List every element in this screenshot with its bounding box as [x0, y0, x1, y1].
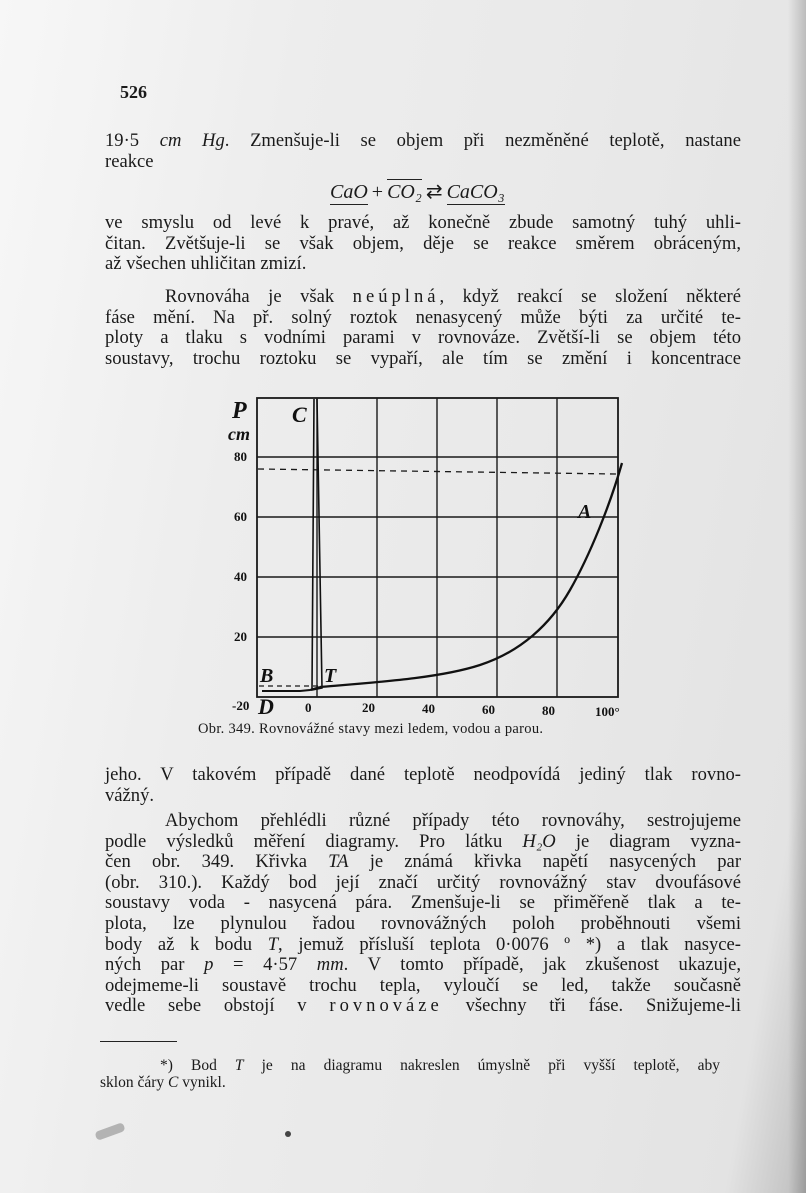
label-a: A — [578, 501, 592, 523]
footnote-text: je na diagramu nakreslen úmyslně při vyšší teplotě, aby — [243, 1057, 720, 1074]
paragraph-line: soustavy voda - nasycená pára. Zmenšuje-li se přiměřeně tlak a te- — [105, 892, 741, 914]
axis-label-p: P — [232, 398, 247, 424]
curve-ref-ta: TA — [328, 851, 349, 873]
x-tick: 100° — [595, 704, 620, 719]
pressure-value: 19·5 — [105, 130, 140, 151]
footnote-line — [100, 1075, 720, 1092]
paragraph-line — [105, 832, 741, 853]
paragraph-line: jeho. V takovém případě dané teplotě neodpovídá jediný tlak rovno- — [105, 764, 741, 785]
paragraph-text: . V tomto případě, jak zkušenost ukazuje, — [343, 954, 741, 976]
label-b: B — [260, 665, 274, 687]
x-tick: -20 — [232, 698, 250, 713]
scan-speck — [285, 1131, 291, 1137]
equation-reactant-co2: CO₂ — [387, 181, 422, 203]
paragraph-4 — [105, 765, 741, 806]
paragraph-line — [105, 955, 741, 976]
emphasis-text: rovnováze — [329, 995, 443, 1017]
paragraph-line — [105, 935, 741, 956]
paragraph-line: Abychom přehlédli různé případy této rovnováhy, sestrojujeme — [165, 810, 741, 831]
paragraph-line — [105, 287, 741, 308]
paragraph-text: , když reakcí se složení některé — [439, 286, 741, 307]
equation-reactant-cao: CaO — [330, 181, 368, 203]
y-tick: 40 — [234, 569, 247, 584]
paragraph-line: ve smyslu od levé k pravé, až konečně zbude samotný tuhý uhli- — [105, 212, 741, 233]
paragraph-3 — [105, 287, 741, 369]
emphasis-text: neúplná — [352, 286, 440, 307]
equilibrium-arrow-icon: ⇄ — [425, 181, 443, 203]
formula-h2o: H₂O — [522, 830, 556, 852]
label-d: D — [258, 694, 274, 719]
paragraph-text: ných par — [105, 954, 205, 976]
x-tick: 40 — [422, 701, 435, 716]
paragraph-2 — [105, 213, 741, 275]
paragraph-line: čitan. Zvětšuje-li se však objem, děje se reakce směrem obráceným, — [105, 232, 741, 254]
x-tick: 20 — [362, 700, 375, 715]
unit-mm: mm — [316, 954, 344, 976]
figure-caption: Obr. 349. Rovnovážné stavy mezi ledem, vodou a parou. — [198, 721, 544, 737]
line-ref-c: C — [168, 1073, 179, 1091]
paragraph-line — [105, 996, 741, 1017]
paragraph-line: soustavy, trochu roztoku se vypaří, ale tím se změní i koncentrace — [105, 347, 741, 369]
paragraph-line: reakce — [105, 150, 154, 172]
y-tick: 60 — [234, 509, 247, 524]
paragraph-line: fáse mění. Na př. solný roztok nenasycený může býti za určité te- — [105, 306, 741, 328]
x-tick: 0 — [305, 700, 312, 715]
paragraph-text: . Zmenšuje-li se objem při nezměněné teplotě, nastane — [224, 130, 741, 151]
label-c: C — [292, 402, 307, 427]
paragraph-text: = 4·57 — [213, 954, 317, 976]
paragraph-text: je diagram vyzna- — [555, 830, 741, 852]
paragraph-line: odejmeme-li soustavě trochu tepla, vyloučí se led, takže současně — [105, 974, 741, 996]
x-tick: 80 — [542, 703, 555, 718]
paragraph-text: podle výsledků měření diagramy. Pro látku — [105, 830, 523, 852]
x-tick: 60 — [482, 702, 495, 717]
paragraph-text: je známá křivka napětí nasycených par — [348, 851, 742, 873]
footnote-text: vynikl. — [178, 1073, 226, 1091]
footnote-line — [100, 1058, 720, 1075]
point-ref-t: T — [267, 933, 279, 955]
paragraph-line: až všechen uhličitan zmizí. — [105, 253, 307, 275]
paragraph-line — [105, 131, 741, 152]
paragraph-line — [105, 852, 741, 873]
pressure-symbol: p — [204, 954, 214, 976]
equation-plus: + — [371, 181, 384, 203]
footnote-text: *) Bod — [160, 1057, 235, 1074]
equation-product-caco3: CaCO₃ — [446, 181, 505, 203]
paragraph-text: čen obr. 349. Křivka — [105, 851, 329, 873]
paragraph-text: Rovnováha je však — [165, 286, 335, 307]
chemical-equation — [330, 179, 505, 204]
y-tick: 80 — [234, 449, 247, 464]
footnote — [100, 1058, 720, 1091]
paragraph-text: všechny tři fáse. Snižujeme-li — [442, 995, 741, 1017]
paragraph-5 — [105, 811, 741, 1017]
paragraph-text: body až k bodu — [105, 933, 268, 955]
paragraph-text: vedle sebe obstojí v — [105, 995, 330, 1017]
pressure-unit: cm Hg — [159, 130, 225, 151]
page-number: 526 — [120, 82, 147, 102]
paragraph-line: plota, lze plynulou řadou rovnovážných poloh proběhnouti všemi — [105, 912, 741, 934]
axis-label-cm: cm — [228, 424, 250, 444]
footnote-text: sklon čáry — [100, 1073, 169, 1091]
paragraph-line: ploty a tlaku s vodními parami v rovnováze. Zvětší-li se objem této — [105, 327, 741, 349]
y-tick: 20 — [234, 629, 247, 644]
label-t: T — [324, 665, 337, 687]
point-ref-t: T — [234, 1057, 244, 1074]
paragraph-line: vážný. — [105, 784, 155, 806]
paragraph-text: , jemuž přísluší teplota 0·0076 º *) a tlak nasyce- — [278, 933, 741, 955]
paragraph-1 — [105, 131, 741, 172]
paragraph-line: (obr. 310.). Každý bod její značí určitý rovnovážný stav dvoufásové — [105, 871, 741, 893]
footnote-divider — [100, 1041, 177, 1042]
